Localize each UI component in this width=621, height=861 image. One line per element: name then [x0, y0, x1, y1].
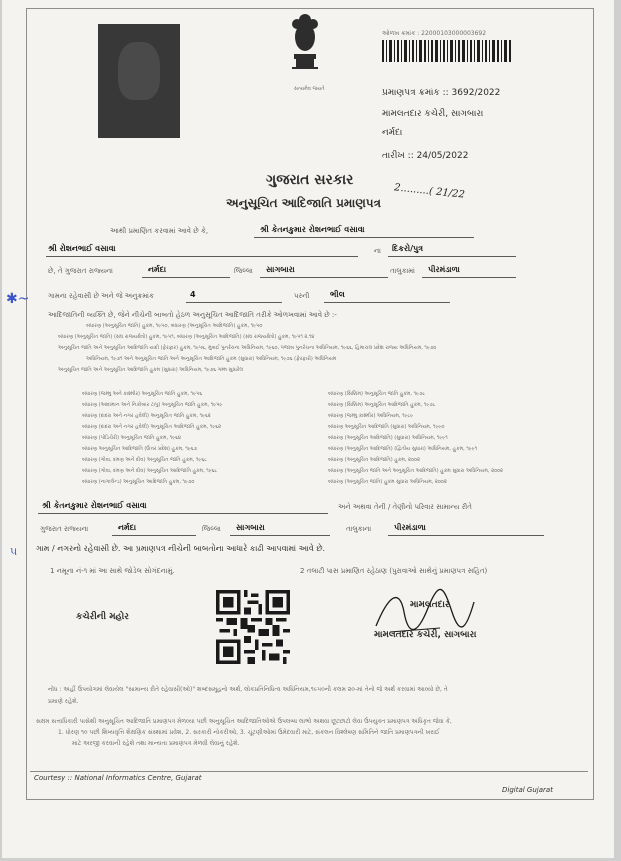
order-line: અનુસૂચિત જાતિ અને અનુસૂચિત આદિજાતિ હુકમ (સુધારા) અધિનિયમ, ૧૯૭૬ ગમ્મ સુધારેલ: [58, 367, 244, 373]
district-value-2: નર્મદા: [118, 523, 137, 532]
qr-code-icon: [216, 590, 290, 664]
tribe-value: ભીલ: [330, 290, 345, 299]
relation-value: દિકરો/પુત્ર: [392, 244, 424, 253]
order-left: બંધારણ (પોંડિચેરી) અનુસૂચિત જાતિ હુકમ, ૧૯૬૪: [82, 435, 182, 441]
order-left: બંધારણ અનુસૂચિત આદિજાતિ (ઉત્તર પ્રદેશ) હુકમ, ૧૯૬૭: [82, 446, 197, 452]
certificate-title: અનુસૂચિત આદિજાતિ પ્રમાણપત્ર: [226, 196, 381, 210]
district-value: નર્મદા: [148, 265, 167, 274]
order-right: બંધારણ (અનુસૂચિત જાતિ અને અનુસૂચિત આદિજાતિ) હુકમ સુધારા અધિનિયમ, ૨૦૦૨: [328, 468, 503, 474]
margin-mark: ✱~: [6, 291, 30, 307]
district-label-2: જિલ્લા: [202, 525, 221, 533]
residence-clause: અને અથવા તેની / તેણીનો પરિવાર સામાન્ય રીતે: [338, 503, 472, 511]
order-line: બંધારણ (અનુસૂચિત જાતિ) (સંઘ રાજ્યક્ષેત્રો) હુકમ, ૧૯૫૧, બંધારણ (અનુસૂચિત આદિજાતિ) (સંઘ રાજ્યક્ષેત્રો) હુકમ, ૧૯૫૧ ૨.૧૪: [58, 334, 315, 340]
order-right: બંધારણ (અનુસૂચિત જાતિ) હુકમ સુધારા અધિનિયમ, ૨૦૦૨: [328, 479, 447, 485]
basis-item: 2 તલાટી પાસ પ્રમાણિત રહેઠાણ (પુરાવાઓ સાથેનું પ્રમાણપત્ર સહિત): [300, 567, 488, 575]
note-text: નોંધ : અહીં ઉપયોગમાં લેવાયેલ "સામાન્ય રીતે રહેવાસી(ઓ)" શબ્દસમૂહનો અર્થ, લોકપ્રતિનિધિત્વ અધિનિયમ,૧૯૫૦ની કલમ ૨૦-માં તેનો જે અર્થ કરવામાં આવ્યો છે, તે: [48, 686, 448, 693]
order-left: બંધારણ (ગોવા, દમણ અને દીવ) અનુસૂચિત જાતિ હુકમ, ૧૯૬૮: [82, 457, 207, 463]
order-line: બંધારણ (અનુસૂચિત જાતિ) હુકમ, ૧૯૫૦, બંધારણ (અનુસૂચિત આદિજાતિ) હુકમ, ૧૯૫૦: [86, 323, 263, 329]
footer-brand: Digital Gujarat: [502, 786, 553, 794]
taluka-value: સાગબારા: [266, 265, 295, 274]
order-line: અનુસૂચિત જાતિ અને અનુસૂચિત આદિજાતિ યાદી (ફેરફાર) હુકમ, ૧૯૫૬, મુંબઈ પુનર્રચના અધિનિયમ, ૧૯૬૦, પંજાબ પુનર્રચના અધિનિયમ, ૧૯૬૬, હિમાચલ પ્રદેશ રાજ્ય અધિનિયમ, ૧૯૭૦: [58, 345, 437, 351]
applicant-name: શ્રી કેતનકુમાર રોશનભાઈ વસાવા: [260, 225, 365, 234]
order-right: બંધારણ (જમ્મુ કાશ્મીર) અધિનિયમ, ૧૯૮૯: [328, 413, 414, 419]
taluka-label: તાલુકામાં: [390, 267, 415, 275]
order-left: બંધારણ (દાદરા અને નગર હવેલી) અનુસૂચિત જાતિ હુકમ, ૧૯૬૨: [82, 413, 211, 419]
guidance-text-2: 1. ધોરણ ૧૦ પછી શિષ્યવૃત્તિ શૈક્ષણિક સંસ્થામાં પ્રવેશ, 2. સરકારી નોકરીઓ, 3. ચૂંટણીઓમાં ઉમેદવારી માટે, સંકલન વિશ્લેષણ સમિતિને જાતિ પ્રમાણપત્રની ખરાઈ: [58, 729, 440, 736]
certificate-paper: [2, 0, 614, 858]
order-right: બંધારણ (અનુસૂચિત આદિજાતિ) હુકમ, ૨૦૦૨: [328, 457, 420, 463]
signatory-office: મામલતદાર કચેરી, સાગબારા: [374, 630, 477, 640]
barcode-label: ઓળખ ક્રમાંક : 22000103000003692: [382, 30, 487, 37]
father-name: શ્રી રોશનભાઈ વસાવા: [48, 244, 116, 253]
applicant-name-repeat: શ્રી કેતનકુમાર રોશનભાઈ વસાવા: [42, 501, 147, 510]
note-text-2: પ્રમાણે રહેશે.: [48, 698, 79, 705]
issuing-district: નર્મદા: [382, 128, 403, 138]
basis-item: 1 નમૂના નં-૧ માં આ સાથે જોડેલ સોગંદનામું.: [50, 567, 175, 575]
order-right: બંધારણ (સિક્કિમ) અનુસૂચિત જાતિ હુકમ, ૧૯૭૮: [328, 391, 426, 397]
guidance-text: સક્ષમ સત્તાધિકારી પાસેથી અનુસૂચિત આદિજાતિ પ્રમાણપત્ર મેળવ્યા પછી અનુસૂચિત આદિજાતિઓએ ઉપલબ્ધ લાભો અથવા છૂટછાટો લેવા ઉપયુક્ત પ્રમાણપત્ર અધિકૃત જેવા કે,: [36, 718, 452, 725]
serial-number: 4: [190, 290, 196, 299]
order-left: બંધારણ (દાદરા અને નગર હવેલી) અનુસૂચિત આદિજાતિ હુકમ, ૧૯૬૨: [82, 424, 222, 430]
tribe-clause: આદિજાતિની વ્યક્તિ છે, જેને નીચેની બાબતો હેઠળ અનુસૂચિત આદિજાતિ તરીકે ઓળખવામાં આવે છે :-: [48, 311, 337, 319]
applicant-photo: [98, 24, 180, 138]
village-value-2: પીરમંડાળા: [394, 523, 426, 532]
order-right: બંધારણ (સિક્કિમ) અનુસૂચિત આદિજાતિ હુકમ, ૧૯૭૮: [328, 402, 436, 408]
taluka-value-2: સાગબારા: [236, 523, 265, 532]
issuing-office: મામલતદાર કચેરી, સાગબારા: [382, 109, 484, 119]
village-prefix: ગામના રહેવાસી છે અને જે અનુક્રમાંક: [48, 292, 154, 300]
footer-courtesy: Courtesy :: National Informatics Centre, Gujarat: [34, 774, 202, 782]
intro-text: આથી પ્રમાણિત કરવામાં આવે છે કે,: [110, 227, 209, 235]
state-prefix-2: ગુજરાત રાજ્યના: [40, 525, 89, 533]
village-clause: ગામ / નગરનો રહેવાસી છે. આ પ્રમાણપત્ર નીચેની બાબતોના આધારે કાઢી આપવામાં આવે છે.: [36, 544, 326, 553]
barcode-icon: [382, 40, 512, 62]
order-right: બંધારણ (અનુસૂચિત આદિજાતિ) (દ્વિતીય સુધારા) અધિનિયમ, હુકમ, ૧૯૯૧: [328, 446, 478, 452]
district-label: જિલ્લા: [234, 267, 253, 275]
guidance-text-3: માટે અરજી કરવાની રહેશે તથા માન્યતા પ્રમાણપત્ર મેળવી લેવાનું રહેશે.: [72, 740, 240, 747]
order-left: બંધારણ (જમ્મુ અને કાશ્મીર) અનુસૂચિત જાતિ હુકમ, ૧૯૫૬: [82, 391, 203, 397]
order-left: બંધારણ (નાગાલેન્ડ) અનુસૂચિત આદિજાતિ હુકમ, ૧૯૭૦: [82, 479, 195, 485]
margin-correction-mark: ૫: [10, 545, 18, 558]
taluka-label-2: તાલુકાના: [346, 525, 372, 533]
government-title: ગુજરાત સરકાર: [266, 172, 354, 188]
signatory-title: મામલતદાર: [410, 600, 450, 610]
national-emblem-icon: [284, 10, 326, 84]
village-value: પીરમંડાળા: [428, 265, 460, 274]
order-left: બંધારણ (આંદામાન અને નિકોબાર ટાપુ) અનુસૂચિત જાતિ હુકમ, ૧૯૫૯: [82, 402, 223, 408]
order-line: અધિનિયમ, ૧૯૭૧ અને અનુસૂચિત જાતિ અને અનુસૂચિત આદિજાતિ હુકમ (સુધારા) અધિનિયમ, ૧૯૭૬ (ફેરફારો) અધિનિયમ: [86, 356, 337, 362]
relation-prefix: ના: [374, 247, 381, 255]
issue-date: તારીખ :: 24/05/2022: [382, 151, 469, 161]
order-right: બંધારણ અનુસૂચિત આદિજાતિ (સુધારા) અધિનિયમ, ૧૯૯૦: [328, 424, 445, 430]
state-prefix: છે, તે ગુજરાત રાજ્યના: [48, 267, 113, 275]
seal-label: કચેરીની મહોર: [76, 612, 129, 622]
emblem-motto: સત્યમેવ જયતે: [294, 86, 325, 92]
certificate-number: પ્રમાણપત્ર ક્રમાંક :: 3692/2022: [382, 88, 501, 98]
handwritten-note: 2.........( 21/22: [393, 182, 466, 201]
tribe-prefix: પરની: [294, 292, 310, 300]
order-right: બંધારણ (અનુસૂચિત આદિજાતિ) (સુધારા) અધિનિયમ, ૧૯૯૧: [328, 435, 448, 441]
order-left: બંધારણ (ગોવા, દમણ અને દીવ) અનુસૂચિત આદિજાતિ હુકમ, ૧૯૬૮: [82, 468, 218, 474]
